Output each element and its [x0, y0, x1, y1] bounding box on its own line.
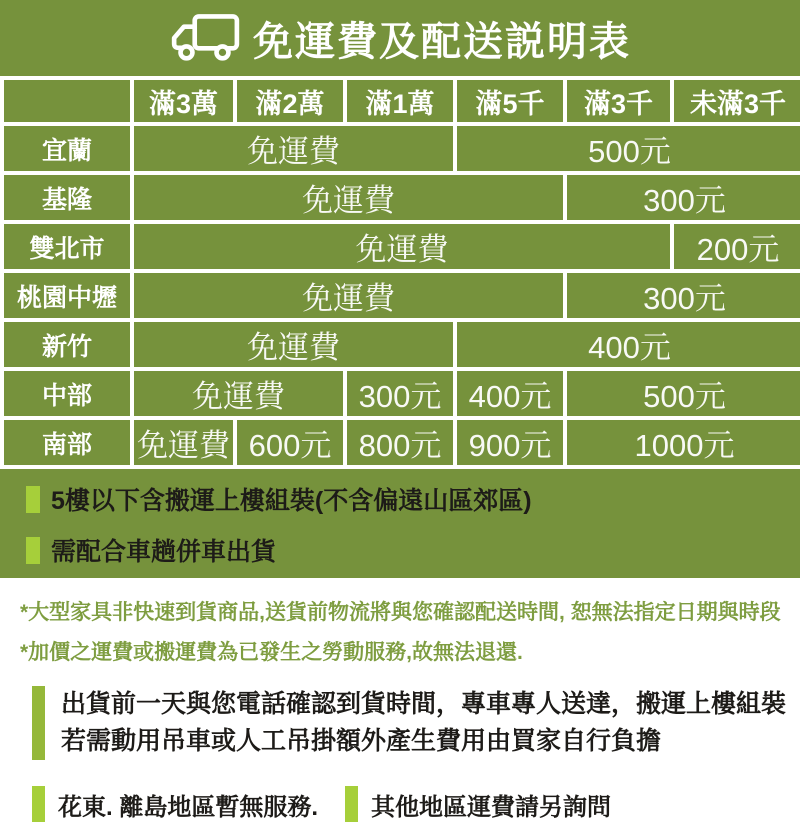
disclaimer-line: *加價之運費或搬運費為已發生之勞動服務,故無法退還. [20, 641, 523, 664]
list-item [26, 532, 800, 568]
fee-cell: 1000元 [565, 418, 802, 467]
vertical-bar-icon [345, 786, 358, 822]
fee-cell: 300元 [565, 173, 802, 222]
fee-cell: 500元 [565, 369, 802, 418]
fee-cell: 500元 [455, 124, 802, 173]
region-label: 桃園中壢 [2, 271, 132, 320]
bottom-notes [32, 786, 782, 822]
page-title: 免運費及配送説明表 [253, 19, 631, 64]
delivery-note-line1: 出貨前一天與您電話確認到貨時間，專車專人送達，搬運上樓組裝 [61, 690, 787, 718]
green-notes-list [26, 481, 800, 568]
table-row [2, 124, 802, 173]
fee-cell: 200元 [672, 222, 802, 271]
table-row [2, 369, 802, 418]
header-cell: 未滿3千 [672, 78, 802, 124]
fee-cell: 免運費 [132, 173, 565, 222]
fee-cell: 600元 [235, 418, 345, 467]
fee-cell: 400元 [455, 320, 802, 369]
region-label: 南部 [2, 418, 132, 467]
region-label: 宜蘭 [2, 124, 132, 173]
vertical-bar-icon [32, 686, 45, 760]
fee-cell: 免運費 [132, 222, 672, 271]
white-section [0, 578, 800, 821]
region-label: 新竹 [2, 320, 132, 369]
header-cell: 滿1萬 [345, 78, 455, 124]
square-bullet-icon [26, 486, 40, 513]
bottom-note-text: 花東. 離島地區暫無服務. [58, 793, 319, 821]
table-header-row [2, 78, 802, 124]
note-text: 5樓以下含搬運上樓組裝(不含偏遠山區郊區) [51, 487, 532, 515]
fee-cell: 300元 [565, 271, 802, 320]
header-cell-empty [2, 78, 132, 124]
fee-cell: 免運費 [132, 369, 345, 418]
region-label: 雙北市 [2, 222, 132, 271]
header-cell: 滿3千 [565, 78, 672, 124]
truck-icon [169, 13, 241, 63]
header-cell: 滿2萬 [235, 78, 345, 124]
region-label: 中部 [2, 369, 132, 418]
header-cell: 滿5千 [455, 78, 565, 124]
square-bullet-icon [26, 537, 40, 564]
table-row [2, 222, 802, 271]
disclaimer-line: *大型家具非快速到貨商品,送貨前物流將與您確認配送時間, 恕無法指定日期與時段 [20, 601, 781, 624]
list-item [26, 481, 800, 517]
fee-cell: 400元 [455, 369, 565, 418]
delivery-note-line2: 若需動用吊車或人工吊掛額外產生費用由買家自行負擔 [61, 727, 662, 755]
table-row [2, 320, 802, 369]
title-bar [0, 0, 800, 76]
shipping-fee-table [0, 76, 802, 469]
header-cell: 滿3萬 [132, 78, 235, 124]
fee-cell: 900元 [455, 418, 565, 467]
fee-cell: 免運費 [132, 271, 565, 320]
table-row [2, 271, 802, 320]
table-row [2, 173, 802, 222]
delivery-note-text [61, 686, 786, 760]
fee-cell: 免運費 [132, 418, 235, 467]
fee-cell: 免運費 [132, 320, 455, 369]
note-text: 需配合車趟併車出貨 [51, 538, 277, 566]
bottom-note-text: 其他地區運費請另詢問 [371, 793, 612, 821]
fee-cell: 免運費 [132, 124, 455, 173]
region-label: 基隆 [2, 173, 132, 222]
table-row [2, 418, 802, 467]
delivery-note [32, 686, 787, 760]
vertical-bar-icon [32, 786, 45, 822]
fee-cell: 300元 [345, 369, 455, 418]
fee-cell: 800元 [345, 418, 455, 467]
